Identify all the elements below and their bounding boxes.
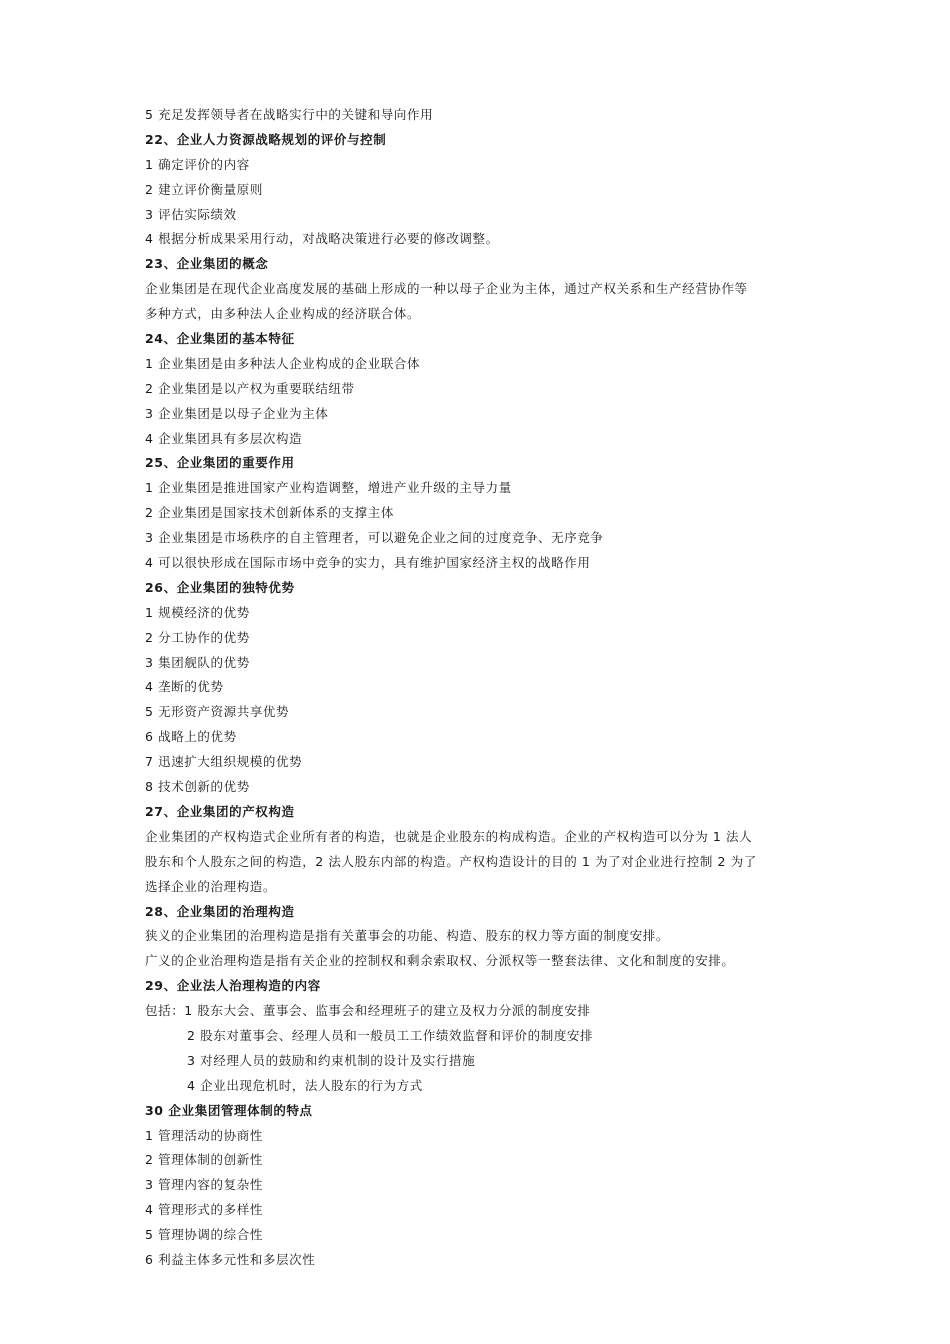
text-line: 包括：1 股东大会、董事会、监事会和经理班子的建立及权力分派的制度安排: [145, 1003, 591, 1019]
text-line: 5 充足发挥领导者在战略实行中的关键和导向作用: [145, 107, 434, 122]
text-line: 2 分工协作的优势: [145, 629, 250, 645]
text-line: 多种方式，由多种法人企业构成的经济联合体。: [145, 306, 421, 322]
text-line: 3 企业集团是市场秩序的自主管理者，可以避免企业之间的过度竞争、无序竞争: [145, 530, 604, 546]
text-line: 1 规模经济的优势: [145, 604, 250, 620]
text-line: 3 评估实际绩效: [145, 206, 237, 222]
text-line: 1 企业集团是推进国家产业构造调整，增进产业升级的主导力量: [145, 480, 512, 496]
text-line: 6 利益主体多元性和多层次性: [145, 1251, 316, 1267]
section-heading: 22、企业人力资源战略规划的评价与控制: [145, 131, 387, 147]
text-line: 4 管理形式的多样性: [145, 1202, 263, 1218]
text-line: 2 股东对董事会、经理人员和一般员工工作绩效监督和评价的制度安排: [187, 1027, 594, 1043]
text-line: 5 管理协调的综合性: [145, 1227, 263, 1243]
text-line: 4 根据分析成果采用行动，对战略决策进行必要的修改调整。: [145, 231, 499, 247]
text-line: 广义的企业治理构造是指有关企业的控制权和剩余索取权、分派权等一整套法律、文化和制度的安排。: [145, 953, 735, 969]
section-heading: 23、企业集团的概念: [145, 256, 269, 272]
text-line: 8 技术创新的优势: [145, 779, 250, 795]
text-line: 企业集团的产权构造式企业所有者的构造，也就是企业股东的构成构造。企业的产权构造可以分为 1 法人: [145, 828, 753, 844]
text-line: 4 企业出现危机时，法人股东的行为方式: [187, 1077, 423, 1093]
text-line: 4 可以很快形成在国际市场中竞争的实力，具有维护国家经济主权的战略作用: [145, 555, 591, 571]
text-line: 1 管理活动的协商性: [145, 1127, 263, 1143]
text-line: 5 无形资产资源共享优势: [145, 704, 290, 720]
text-line: 选择企业的治理构造。: [145, 878, 277, 894]
text-line: 2 企业集团是国家技术创新体系的支撑主体: [145, 505, 394, 521]
document-page: [145, 103, 825, 1273]
section-heading: 25、企业集团的重要作用: [145, 455, 295, 471]
section-heading: 30 企业集团管理体制的特点: [145, 1102, 313, 1118]
text-line: 6 战略上的优势: [145, 729, 237, 745]
text-line: 4 垄断的优势: [145, 679, 224, 695]
text-line: 3 集团舰队的优势: [145, 654, 250, 670]
text-line: 股东和个人股东之间的构造，2 法人股东内部的构造。产权构造设计的目的 1 为了对企业进行控制 2 为了: [145, 853, 757, 869]
text-line: 3 对经理人员的鼓励和约束机制的设计及实行措施: [187, 1052, 476, 1068]
text-line: 企业集团是在现代企业高度发展的基础上形成的一种以母子企业为主体，通过产权关系和生产经营协作等: [145, 281, 748, 297]
text-line: 3 管理内容的复杂性: [145, 1177, 263, 1193]
text-line: 1 企业集团是由多种法人企业构成的企业联合体: [145, 355, 421, 371]
section-heading: 26、企业集团的独特优势: [145, 579, 295, 595]
text-line: 4 企业集团具有多层次构造: [145, 430, 303, 446]
text-line: 7 迅速扩大组织规模的优势: [145, 754, 303, 770]
text-line: 1 确定评价的内容: [145, 156, 250, 172]
text-line: 2 建立评价衡量原则: [145, 181, 263, 197]
text-line: 狭义的企业集团的治理构造是指有关董事会的功能、构造、股东的权力等方面的制度安排。: [145, 928, 670, 944]
text-line: 3 企业集团是以母子企业为主体: [145, 405, 329, 421]
section-heading: 29、企业法人治理构造的内容: [145, 978, 321, 994]
text-line: 2 企业集团是以产权为重要联结纽带: [145, 380, 355, 396]
text-line: 2 管理体制的创新性: [145, 1152, 263, 1168]
section-heading: 27、企业集团的产权构造: [145, 803, 295, 819]
section-heading: 28、企业集团的治理构造: [145, 903, 295, 919]
section-heading: 24、企业集团的基本特征: [145, 331, 295, 347]
